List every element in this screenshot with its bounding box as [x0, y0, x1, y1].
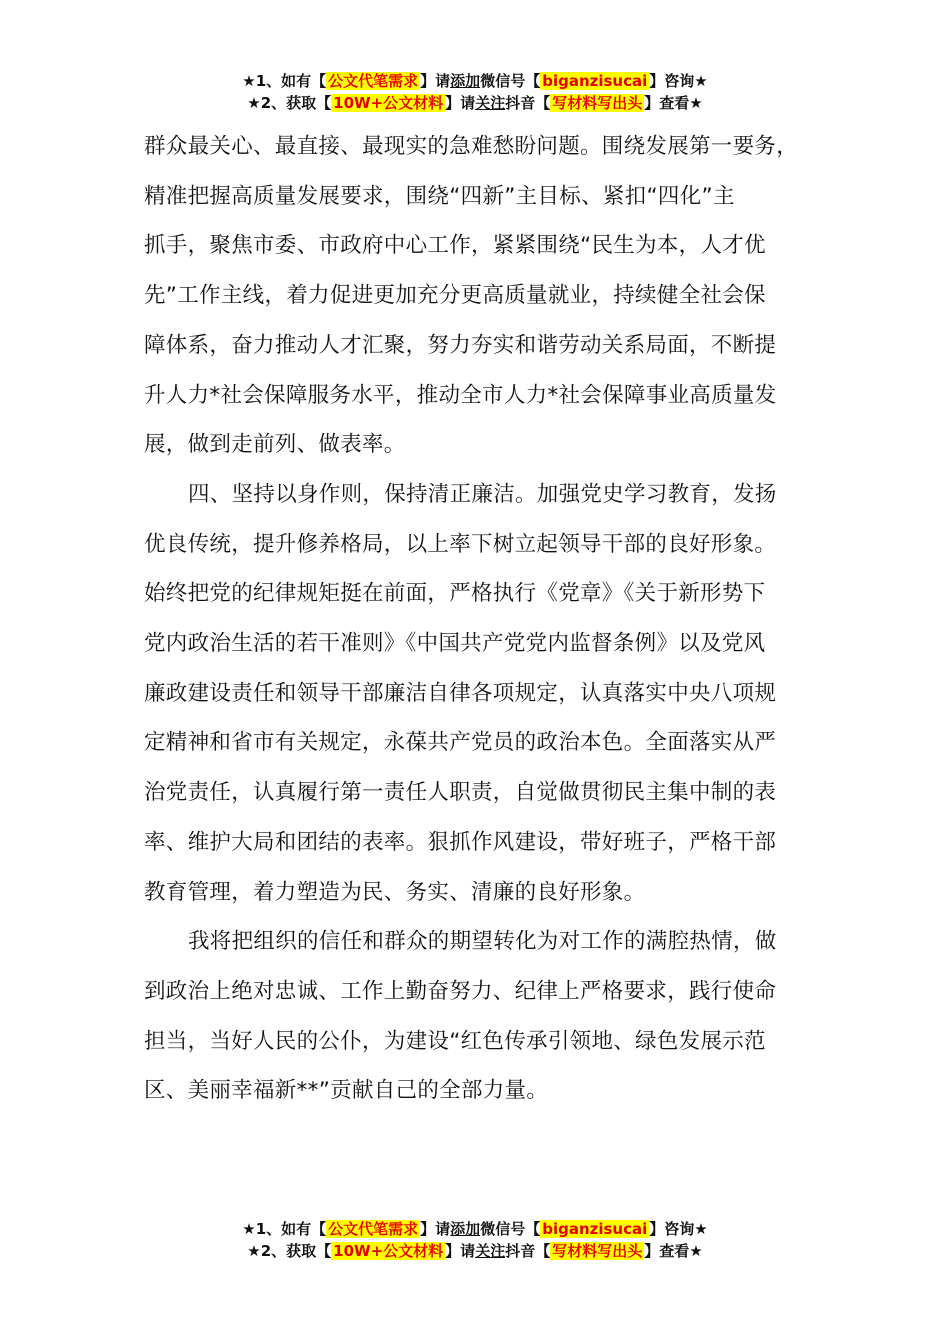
banner-text: 微信号【 — [480, 72, 541, 90]
text-line: 党内政治生活的若干准则》《中国共产党党内监督条例》以及党风 — [144, 631, 766, 657]
text-line: 精准把握高质量发展要求，围绕“四新”主目标、紧扣“四化”主 — [144, 183, 735, 209]
star-icon: ★ — [694, 1220, 708, 1238]
paragraph-section-four — [144, 470, 834, 917]
highlight-douyin-account: 写材料写出头 — [552, 1242, 643, 1260]
footer-banner — [0, 1218, 950, 1262]
banner-line-2 — [0, 1240, 950, 1262]
star-icon: ★ — [247, 94, 261, 112]
document-body — [144, 122, 834, 1116]
star-icon: ★ — [689, 1242, 703, 1260]
header-banner — [0, 70, 950, 114]
highlight-wechat-id: biganzisucai — [542, 72, 648, 90]
banner-text: 2、获取【 — [260, 1242, 332, 1260]
text-line: 四、坚持以身作则，保持清正廉洁。加强党史学习教育，发扬 — [188, 481, 777, 507]
banner-text: 1、如有【 — [255, 72, 327, 90]
banner-text: 微信号【 — [480, 1220, 541, 1238]
highlight-materials: 10W+公文材料 — [333, 1242, 444, 1260]
banner-text: 】请 — [420, 72, 451, 90]
text-line: 我将把组织的信任和群众的期望转化为对工作的满腔热情，做 — [188, 929, 777, 955]
text-line: 区、美丽幸福新**”贡献自己的全部力量。 — [144, 1078, 549, 1104]
banner-line-1 — [0, 70, 950, 92]
underlined-word: 添加 — [450, 1220, 481, 1238]
banner-line-1 — [0, 1218, 950, 1240]
text-line: 到政治上绝对忠诚、工作上勤奋努力、纪律上严格要求，践行使命 — [144, 978, 777, 1004]
highlight-service: 公文代笔需求 — [328, 1220, 419, 1238]
highlight-service: 公文代笔需求 — [328, 72, 419, 90]
banner-text: 】咨询 — [649, 1220, 695, 1238]
star-icon: ★ — [694, 72, 708, 90]
highlight-materials: 10W+公文材料 — [333, 94, 444, 112]
text-line: 先”工作主线，着力促进更加充分更高质量就业，持续健全社会保 — [144, 283, 766, 309]
banner-text: 2、获取【 — [260, 94, 332, 112]
star-icon: ★ — [242, 1220, 256, 1238]
text-line: 治党责任，认真履行第一责任人职责，自觉做贯彻民主集中制的表 — [144, 780, 777, 806]
banner-text: 抖音【 — [505, 94, 551, 112]
text-line: 优良传统，提升修养格局，以上率下树立起领导干部的良好形象。 — [144, 531, 777, 557]
banner-text: 】咨询 — [649, 72, 695, 90]
text-line: 抓手，聚焦市委、市政府中心工作，紧紧围绕“民生为本，人才优 — [144, 233, 766, 259]
text-line: 教育管理，着力塑造为民、务实、清廉的良好形象。 — [144, 879, 646, 905]
paragraph-closing — [144, 917, 834, 1116]
banner-text: 】请 — [420, 1220, 451, 1238]
text-line: 担当，当好人民的公仆，为建设“红色传承引领地、绿色发展示范 — [144, 1028, 766, 1054]
banner-text: 】请 — [445, 94, 476, 112]
text-line: 群众最关心、最直接、最现实的急难愁盼问题。围绕发展第一要务， — [144, 134, 799, 159]
underlined-word: 关注 — [475, 94, 506, 112]
paragraph-continued — [144, 122, 834, 470]
banner-text: 】请 — [445, 1242, 476, 1260]
underlined-word: 关注 — [475, 1242, 506, 1260]
text-line: 升人力*社会保障服务水平，推动全市人力*社会保障事业高质量发 — [144, 382, 777, 408]
banner-line-2 — [0, 92, 950, 114]
highlight-wechat-id: biganzisucai — [542, 1220, 648, 1238]
star-icon: ★ — [242, 72, 256, 90]
banner-text: 抖音【 — [505, 1242, 551, 1260]
text-line: 定精神和省市有关规定，永葆共产党员的政治本色。全面落实从严 — [144, 730, 777, 756]
text-line: 始终把党的纪律规矩挺在前面，严格执行《党章》《关于新形势下 — [144, 581, 766, 607]
text-line: 障体系，奋力推动人才汇聚，努力夯实和谐劳动关系局面，不断提 — [144, 332, 777, 358]
text-line: 展，做到走前列、做表率。 — [144, 432, 406, 458]
text-line: 率、维护大局和团结的表率。狠抓作风建设，带好班子，严格干部 — [144, 829, 777, 855]
banner-text: 1、如有【 — [255, 1220, 327, 1238]
star-icon: ★ — [689, 94, 703, 112]
star-icon: ★ — [247, 1242, 261, 1260]
banner-text: 】查看 — [644, 94, 690, 112]
banner-text: 】查看 — [644, 1242, 690, 1260]
underlined-word: 添加 — [450, 72, 481, 90]
text-line: 廉政建设责任和领导干部廉洁自律各项规定，认真落实中央八项规 — [144, 680, 777, 706]
highlight-douyin-account: 写材料写出头 — [552, 94, 643, 112]
